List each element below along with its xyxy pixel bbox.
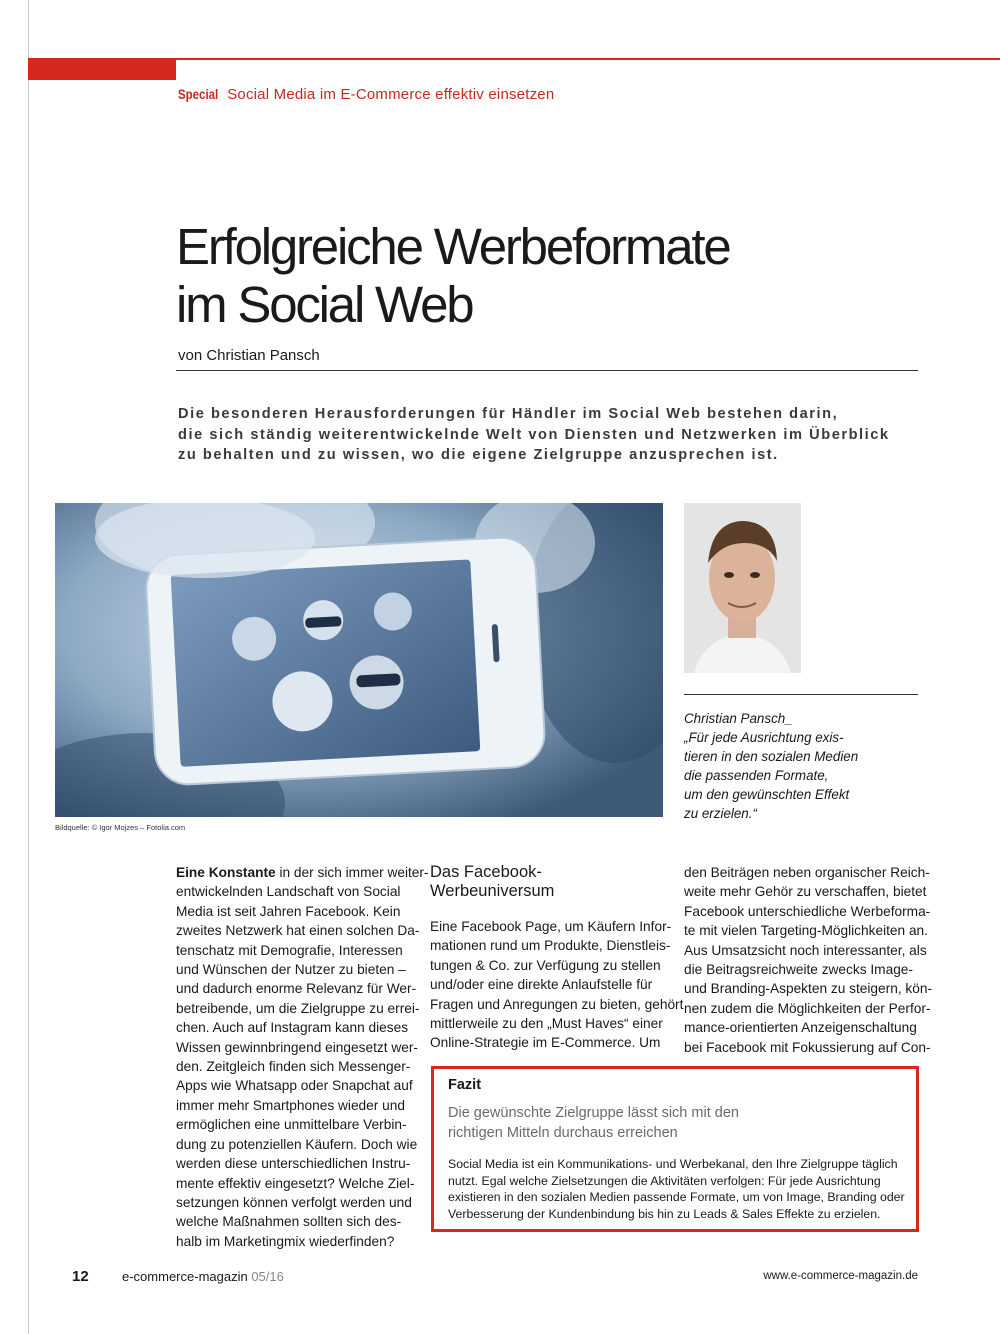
page-number: 12 — [72, 1268, 89, 1285]
body-line: zweites Netzwerk hat einen solchen Da- — [176, 923, 420, 939]
photo-credit: Bildquelle: © Igor Mojzes – Fotolia.com — [55, 823, 186, 832]
selfie-photo — [55, 503, 663, 817]
author-quote — [684, 709, 924, 823]
quote-line: Christian Pansch_ — [684, 711, 793, 726]
body-line: betreibende, um die Zielgruppe zu errei- — [176, 1000, 420, 1016]
fazit-body-line: nutzt. Egal welche Zielsetzungen die Aktivitäten verfolgen: Für jede Ausrichtung — [448, 1173, 881, 1188]
quote-rule — [684, 694, 918, 695]
body-line: und/oder eine direkte Anlaufstelle für — [430, 977, 653, 993]
fazit-subtitle-line: richtigen Mitteln durchaus erreichen — [448, 1125, 678, 1141]
body-line: Wissen gewinnbringend eingesetzt wer- — [176, 1039, 418, 1055]
body-line: weite mehr Gehör zu verschaffen, bietet — [684, 884, 927, 900]
body-line: die Beitragsreichweite zwecks Image- — [684, 962, 913, 978]
kicker-label: Special — [178, 86, 219, 102]
quote-line: die passenden Formate, — [684, 768, 829, 783]
section-heading-line: Das Facebook- — [430, 863, 542, 881]
magazine-name: e-commerce-magazin — [122, 1269, 248, 1284]
body-line: mance-orientierten Anzeigenschaltung — [684, 1020, 917, 1036]
footer-url: www.e-commerce-magazin.de — [763, 1270, 918, 1282]
lead-in: Eine Konstante — [176, 865, 276, 880]
fazit-body-line: Verbesserung der Kundenbindung bis hin zu Leads & Sales Effekte zu erzielen. — [448, 1206, 881, 1221]
body-line: tenschatz mit Demografie, Interessen — [176, 942, 403, 958]
article-title: Erfolgreiche Werbeformate im Social Web — [176, 218, 730, 333]
fazit-subtitle-line: Die gewünschte Zielgruppe lässt sich mit den — [448, 1105, 739, 1121]
body-line: bei Facebook mit Fokussierung auf Con- — [684, 1039, 931, 1055]
body-line: mationen rund um Produkte, Dienstleis- — [430, 938, 671, 954]
body-line: welche Maßnahmen sollten sich des- — [176, 1214, 402, 1230]
body-column-3 — [684, 863, 933, 1057]
byline-rule — [176, 370, 918, 371]
body-line: halb im Marketingmix wiederfinden? — [176, 1233, 395, 1249]
section-kicker — [178, 86, 554, 103]
body-line: chen. Auch auf Instagram kann dieses — [176, 1020, 409, 1036]
body-line: Aus Umsatzsicht noch interessanter, als — [684, 942, 927, 958]
footer-magazine — [122, 1269, 284, 1284]
body-line-rest: in der sich immer weiter- — [275, 865, 429, 880]
body-line: immer mehr Smartphones wieder und — [176, 1097, 405, 1113]
body-line: den. Zeitgleich finden sich Messenger- — [176, 1059, 411, 1075]
quote-line: zu erzielen.“ — [684, 806, 757, 821]
selfie-illustration — [55, 503, 663, 817]
fazit-box — [431, 1066, 919, 1232]
body-line: Online-Strategie im E-Commerce. Um — [430, 1035, 661, 1051]
body-line: Media ist seit Jahren Facebook. Kein — [176, 903, 401, 919]
body-line: entwickelnden Landschaft von Social — [176, 884, 401, 900]
fazit-body-line: existieren in den sozialen Medien passende Formate, um von Image, Branding oder — [448, 1190, 905, 1204]
body-line: mente effektiv eingesetzt? Welche Ziel- — [176, 1175, 415, 1191]
issue-number: 05/16 — [251, 1269, 284, 1284]
lead-line: Die besonderen Herausforderungen für Händler im Social Web bestehen darin, — [178, 406, 839, 422]
body-line: Eine Facebook Page, um Käufern Infor- — [430, 919, 672, 934]
body-line: te mit vielen Targeting-Möglichkeiten an. — [684, 923, 928, 939]
body-line: mittlerweile zu den „Must Haves“ einer — [430, 1016, 663, 1032]
page-margin-rule — [28, 0, 29, 1334]
author-portrait — [684, 503, 801, 673]
body-line: Apps wie Whatsapp oder Snapchat auf — [176, 1078, 413, 1094]
fazit-body — [448, 1156, 908, 1222]
fazit-title: Fazit — [448, 1077, 482, 1093]
kicker-topic: Social Media im E-Commerce effektiv einsetzen — [227, 86, 555, 103]
quote-line: tieren in den sozialen Medien — [684, 749, 859, 764]
body-line: Facebook unterschiedliche Werbeforma- — [684, 903, 931, 919]
header-rule — [176, 58, 1000, 60]
body-line: nen zudem die Möglichkeiten der Perfor- — [684, 1000, 931, 1016]
body-line: tungen & Co. zur Verfügung zu stellen — [430, 957, 661, 973]
lead-line: zu behalten und zu wissen, wo die eigene Zielgruppe anzusprechen ist. — [178, 447, 779, 463]
quote-line: um den gewünschten Effekt — [684, 787, 850, 802]
body-line: und Wünschen der Nutzer zu bieten – — [176, 962, 406, 978]
section-heading-line: Werbeuniversum — [430, 882, 555, 900]
section-color-bar — [28, 58, 176, 80]
body-line: werden diese unterschiedlichen Instru- — [176, 1156, 411, 1172]
body-column-1 — [176, 863, 429, 1251]
lead-line: die sich ständig weiterentwickelnde Welt von Diensten und Netzwerken im Überblick — [178, 426, 890, 443]
author-portrait-illustration — [684, 503, 801, 673]
body-line: und Branding-Aspekten zu steigern, kön- — [684, 981, 933, 997]
body-line: Fragen und Anregungen zu bieten, gehört — [430, 996, 684, 1012]
body-line: dung zu potenziellen Käufern. Doch wie — [176, 1136, 418, 1152]
fazit-subtitle — [448, 1103, 888, 1143]
body-line: und dadurch enorme Relevanz für Wer- — [176, 981, 417, 997]
body-column-2 — [430, 863, 684, 1053]
body-line: den Beiträgen neben organischer Reich- — [684, 865, 930, 880]
quote-line: „Für jede Ausrichtung exis- — [684, 730, 844, 745]
fazit-body-line: Social Media ist ein Kommunikations- und Werbekanal, den Ihre Zielgruppe täglich — [448, 1157, 898, 1171]
body-line: ermöglichen eine unmittelbare Verbin- — [176, 1117, 407, 1133]
byline: von Christian Pansch — [178, 347, 320, 364]
body-line — [176, 863, 429, 882]
lead-paragraph — [178, 404, 898, 466]
section-heading — [430, 863, 666, 901]
body-line: setzungen können verfolgt werden und — [176, 1194, 412, 1210]
